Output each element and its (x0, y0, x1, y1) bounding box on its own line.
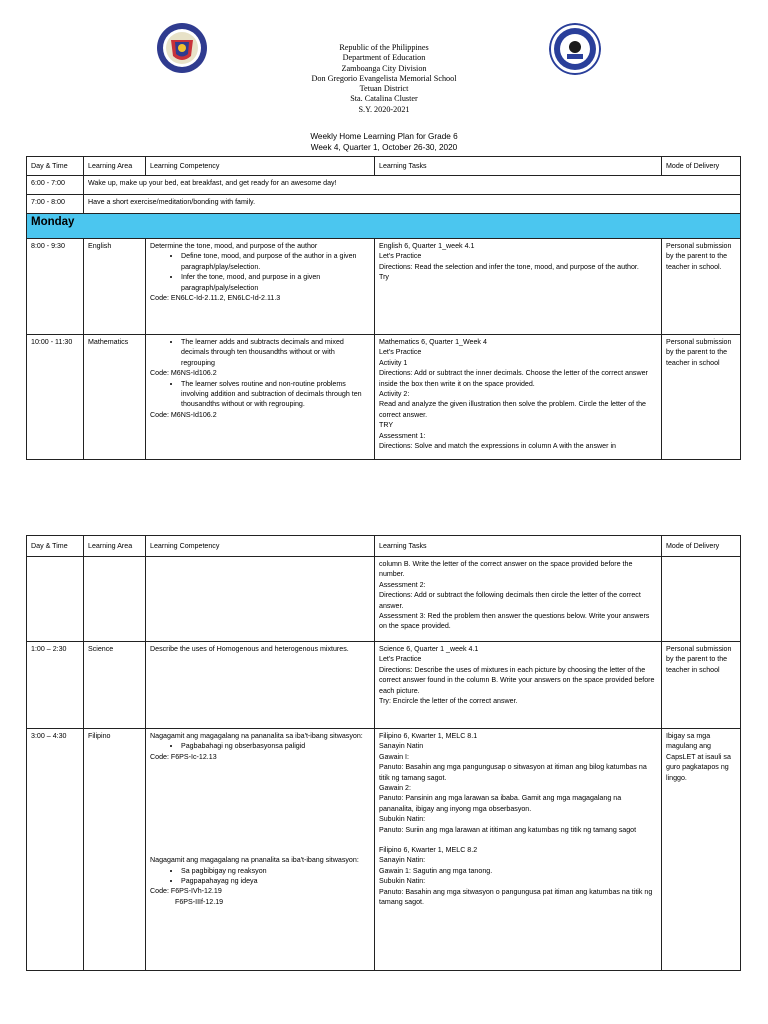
table-header-row (27, 157, 741, 176)
time-cell: 6:00 - 7:00 (27, 176, 84, 195)
header-line: Department of Education (342, 53, 426, 63)
col-header: Learning Tasks (375, 536, 662, 557)
competency-list (150, 251, 370, 293)
table-row (27, 195, 741, 214)
list-item: • Infer the tone, mood, and purpose in a given paragraph/paly/selection (181, 272, 370, 293)
document-header (0, 43, 768, 115)
list-item: • Sa pagbibigay ng reaksyon (181, 866, 370, 876)
header-line: S.Y. 2020-2021 (358, 104, 410, 114)
tasks-cell: Filipino 6, Kwarter 1, MELC 8.1 Sanayin Natin Gawain I: Panuto: Basahin ang mga pangungusap o sitwasyon at itiman ang bilog katumbas na titik ng tamang sagot. Gawain 2: Panuto: Pansinin ang mga larawan sa ibaba. Gamit ang mga magagalang na pananalita, ibigay ang inyong mga obserbasyon. Subukin Natin: Panuto: Suriin ang mga larawan at ititiman ang katumbas ng titik ng tamang sagot Filipino 6, Kwarter 1, MELC 8.2 Sanayin Natin: Gawain 1: Sagutin ang mga tanong. Subukin Natin: Panuto: Basahin ang mga sitwasyon o pangungusa pat itiman ang katumbas na titik ng tamang sagot. (375, 729, 662, 971)
table-row (27, 176, 741, 195)
competency-cell: • The learner adds and subtracts decimals and mixed decimals through ten thousandths without or with regrouping Code: M6NS-Id106.2 • The learner solves routine and non-routine problems involving addition and subtraction of decimals through ten thousandths without or with regrouping. Code: M6NS-Id106.2 (146, 335, 375, 460)
table-row (27, 239, 741, 335)
col-header: Mode of Delivery (662, 157, 741, 176)
competency-cell: Describe the uses of Homogenous and heterogenous mixtures. (146, 642, 375, 729)
tasks-cell: column B. Write the letter of the correct answer on the space provided before the number. Assessment 2: Directions: Add or subtract the following decimals then circle the letter of the correct answer. Assessment 3: Red the problem then answer the questions below. Write your answers on the space provided. (375, 557, 662, 642)
competency-list (150, 337, 370, 368)
table-row (27, 557, 741, 642)
tasks-cell: English 6, Quarter 1_week 4.1 Let's Practice Directions: Read the selection and infer the tone, mood, and purpose of the author. Try (375, 239, 662, 335)
table-row (27, 729, 741, 971)
table-header-row (27, 536, 741, 557)
day-label: Monday (27, 214, 741, 239)
area-cell: English (84, 239, 146, 335)
col-header: Learning Competency (146, 536, 375, 557)
list-item: • Pagbabahagi ng obserbasyonsa paligid (181, 741, 370, 751)
col-header: Day & Time (27, 157, 84, 176)
col-header: Learning Area (84, 536, 146, 557)
header-line: Republic of the Philippines (339, 43, 429, 52)
plan-title: Weekly Home Learning Plan for Grade 6 Week 4, Quarter 1, October 26-30, 2020 (310, 132, 458, 152)
table-row (27, 335, 741, 460)
col-header: Day & Time (27, 536, 84, 557)
header-line: Don Gregorio Evangelista Memorial School (311, 73, 457, 83)
day-row-monday (27, 214, 741, 239)
col-header: Learning Competency (146, 157, 375, 176)
time-cell: 7:00 - 8:00 (27, 195, 84, 214)
competency-cell: Determine the tone, mood, and purpose of the author • Define tone, mood, and purpose of the author in a given paragraph/play/selection. • Infer the tone, mood, and purpose in a given paragraph/paly/selection Code: EN6LC-Id-2.11.2, EN6LC-Id-2.11.3 (146, 239, 375, 335)
time-cell: 1:00 – 2:30 (27, 642, 84, 729)
mode-cell: Personal submission by the parent to the teacher in school (662, 335, 741, 460)
list-item: • The learner solves routine and non-routine problems involving addition and subtraction of decimals through ten thousandths without or with regrouping. (181, 379, 370, 410)
learning-plan-table-page2 (26, 535, 741, 971)
list-item: • Define tone, mood, and purpose of the author in a given paragraph/play/selection. (181, 251, 370, 272)
area-cell: Filipino (84, 729, 146, 971)
competency-list (150, 866, 370, 887)
header-line: Sta. Catalina Cluster (350, 94, 418, 104)
time-cell: 3:00 – 4:30 (27, 729, 84, 971)
competency-list (150, 741, 370, 751)
list-item: • The learner adds and subtracts decimals and mixed decimals through ten thousandths without or with regrouping (181, 337, 370, 368)
routine-cell: Have a short exercise/meditation/bonding with family. (84, 195, 741, 214)
area-cell: Mathematics (84, 335, 146, 460)
list-item: • Pagpapahayag ng ideya (181, 876, 370, 886)
competency-list (150, 379, 370, 410)
area-cell: Science (84, 642, 146, 729)
mode-cell: Personal submission by the parent to the teacher in school (662, 642, 741, 729)
col-header: Learning Area (84, 157, 146, 176)
table-row (27, 642, 741, 729)
header-line: Tetuan District (359, 84, 409, 94)
mode-cell: Ibigay sa mga magulang ang CapsLET at isauli sa guro pagkatapos ng linggo. (662, 729, 741, 971)
time-cell: 8:00 - 9:30 (27, 239, 84, 335)
mode-cell: Personal submission by the parent to the teacher in school. (662, 239, 741, 335)
learning-plan-table-page1 (26, 156, 741, 460)
competency-cell: Nagagamit ang magagalang na pananalita sa iba't-ibang sitwasyon: • Pagbabahagi ng obserbasyonsa paligid Code: F6PS-Ic-12.13 Nagagamit ang magagalang na pnanalita sa iba't-ibang sitwasyon: • Sa pagbibigay ng reaksyon • Pagpapahayag ng ideya Code: F6PS-IVh-12.19 F6PS-IIIf-12.19 (146, 729, 375, 971)
col-header: Mode of Delivery (662, 536, 741, 557)
time-cell: 10:00 - 11:30 (27, 335, 84, 460)
header-line: Zamboanga City Division (341, 63, 427, 73)
col-header: Learning Tasks (375, 157, 662, 176)
routine-cell: Wake up, make up your bed, eat breakfast, and get ready for an awesome day! (84, 176, 741, 195)
tasks-cell: Science 6, Quarter 1 _week 4.1 Let's Practice Directions: Describe the uses of mixtures in each picture by choosing the letter of the correct answer found in the column B. Write your answers on the space provided before each picture. Try: Encircle the letter of the correct answer. (375, 642, 662, 729)
tasks-cell: Mathematics 6, Quarter 1_Week 4 Let's Practice Activity 1 Directions: Add or subtract the inner decimals. Choose the letter of the correct answer inside the box then write it on the space provided. Activity 2: Read and analyze the given illustration then solve the problem. Circle the letter of the correct answer. TRY Assessment 1: Directions: Solve and match the expressions in column A with the answer in (375, 335, 662, 460)
